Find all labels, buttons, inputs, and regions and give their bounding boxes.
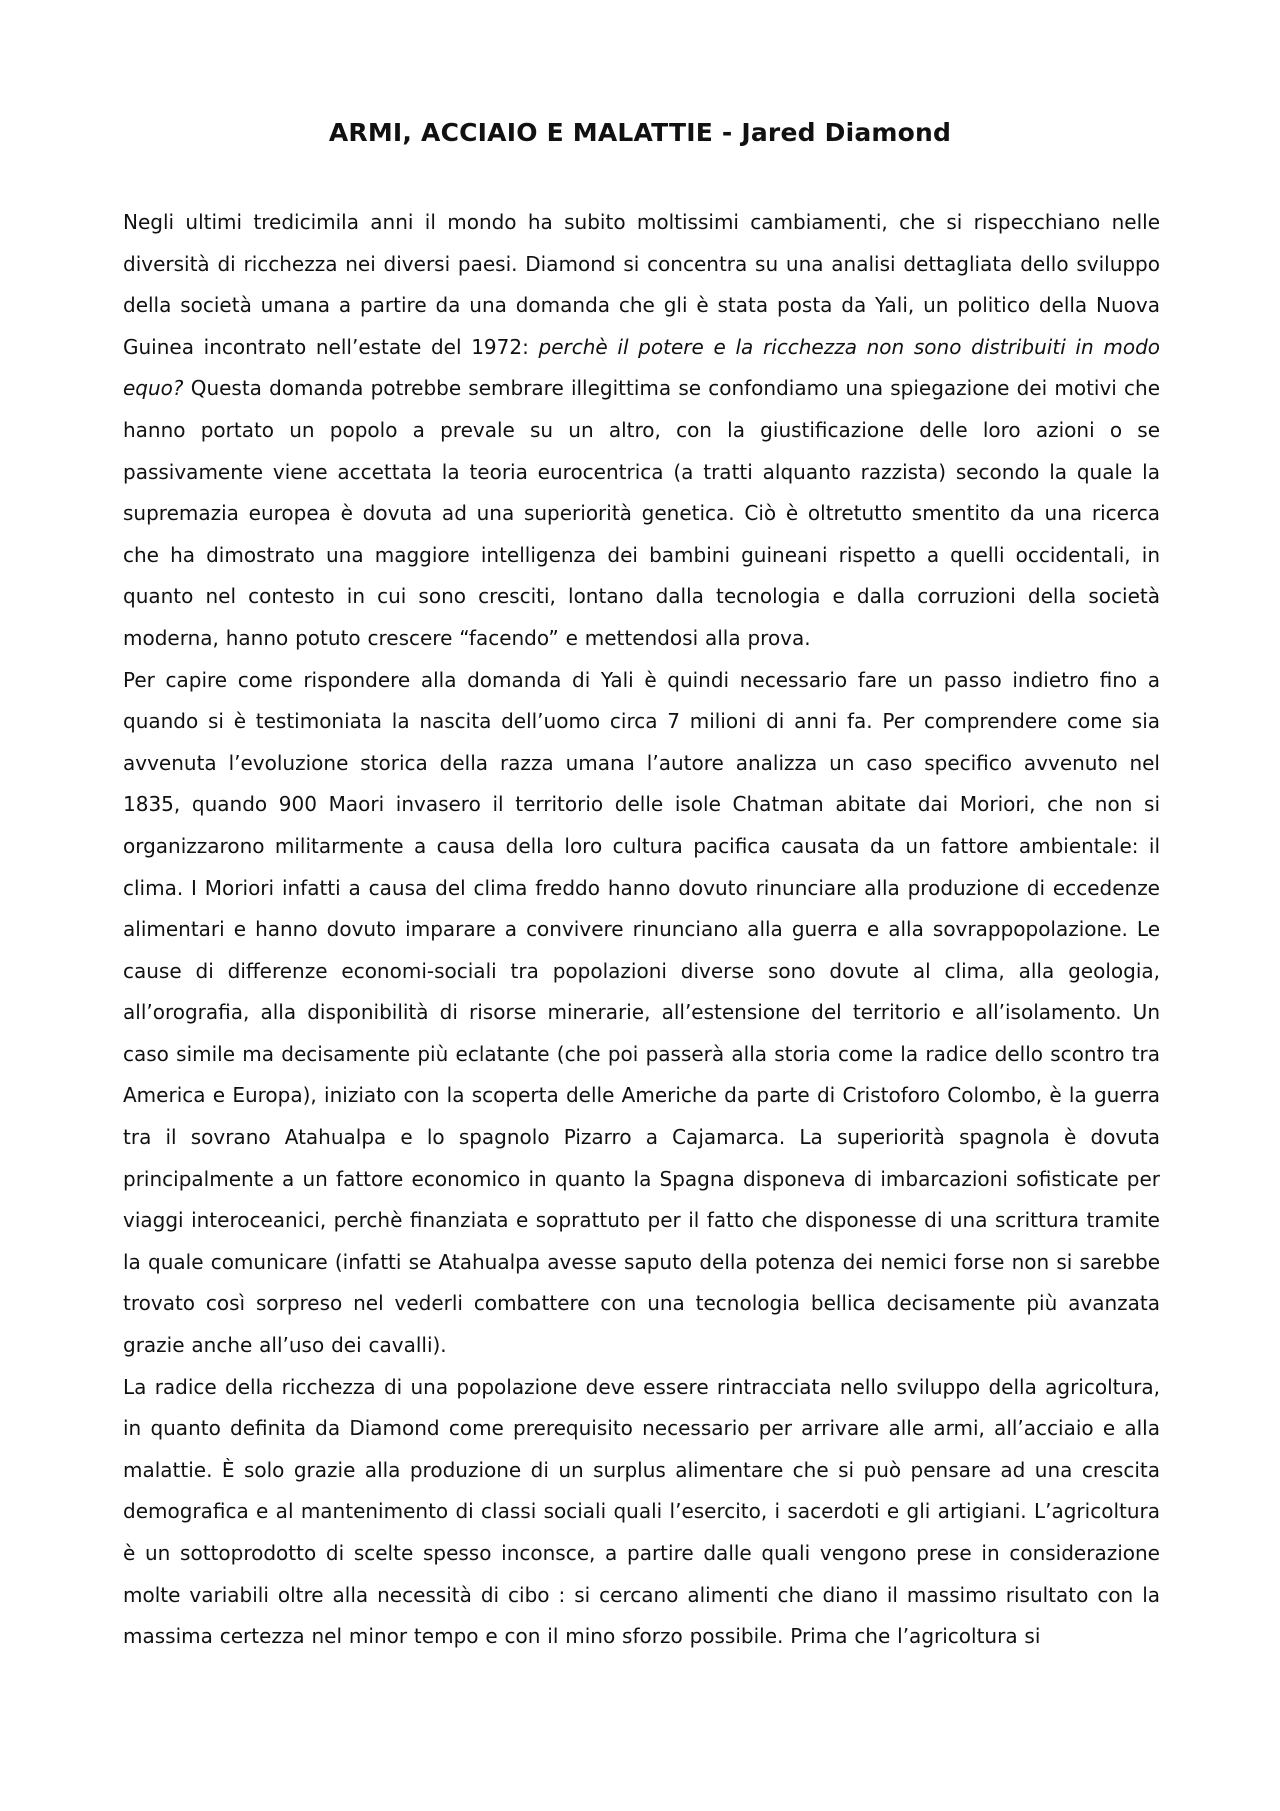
document-title: ARMI, ACCIAIO E MALATTIE - Jared Diamond [328, 118, 952, 147]
paragraph-1-italic-question: perchè il potere e la ricchezza non sono distribuiti in modo equo? [123, 334, 1160, 401]
paragraph-3: La radice della ricchezza di una popolazione deve essere rintracciata nello sviluppo della agricoltura, in quanto definita da Diamond come prerequisito necessario per arrivare alle armi, all’acciaio e alla malattie. È solo grazie alla produzione di un surplus alimentare che si può pensare ad una crescita demografica e al mantenimento di classi sociali quali l’esercito, i sacerdoti e gli artigiani. L’agricoltura è un sottoprodotto di scelte spesso inconsce, a partire dalle quali vengono prese in considerazione molte variabili oltre alla necessità di cibo : si cercano alimenti che diano il massimo risultato con la massima certezza nel minor tempo e con il mino sforzo possibile. Prima che l’agricoltura si [123, 1374, 1160, 1649]
paragraph-2: Per capire come rispondere alla domanda di Yali è quindi necessario fare un passo indietro fino a quando si è testimoniata la nascita dell’uomo circa 7 milioni di anni fa. Per comprendere come sia avvenuta l’evoluzione storica della razza umana l’autore analizza un caso specifico avvenuto nel 1835, quando 900 Maori invasero il territorio delle isole Chatman abitate dai Moriori, che non si organizzarono militarmente a causa della loro cultura pacifica causata da un fattore ambientale: il clima. I Moriori infatti a causa del clima freddo hanno dovuto rinunciare alla produzione di eccedenze alimentari e hanno dovuto imparare a convivere rinunciano alla guerra e alla sovrappopolazione. Le cause di differenze economi-sociali tra popolazioni diverse sono dovute al clima, alla geologia, all’orografia, alla disponibilità di risorse minerarie, all’estensione del territorio e all’isolamento. Un caso simile ma decisamente più eclatante (che poi passerà alla storia come la radice dello scontro tra America e Europa), iniziato con la scoperta delle Americhe da parte di Cristoforo Colombo, è la guerra tra il sovrano Atahualpa e lo spagnolo Pizarro a Cajamarca. La superiorità spagnola è dovuta principalmente a un fattore economico in quanto la Spagna disponeva di imbarcazioni sofisticate per viaggi interoceanici, perchè finanziata e soprattuto per il fatto che disponesse di una scrittura tramite la quale comunicare (infatti se Atahualpa avesse saputo della potenza dei nemici forse non si sarebbe trovato così sorpreso nel vederli combattere con una tecnologia bellica decisamente più avanzata grazie anche all’uso dei cavalli). [123, 667, 1160, 1358]
paragraph-1 [123, 202, 1160, 660]
document-body [123, 202, 1160, 1658]
paragraph-1-text-before: Negli ultimi tredicimila anni il mondo ha subito moltissimi cambiamenti, che si rispecchiano nelle diversità di ricchezza nei diversi paesi. Diamond si concentra su una analisi dettagliata dello sviluppo della società umana a partire da una domanda che gli è stata posta da Yali, un politico della Nuova Guinea incontrato nell’estate del 1972: [123, 210, 1160, 359]
paragraph-1-text-after: Questa domanda potrebbe sembrare illegittima se confondiamo una spiegazione dei motivi che hanno portato un popolo a prevale su un altro, con la giustificazione delle loro azioni o se passivamente viene accettata la teoria eurocentrica (a tratti alquanto razzista) secondo la quale la supremazia europea è dovuta ad una superiorità genetica. Ciò è oltretutto smentito da una ricerca che ha dimostrato una maggiore intelligenza dei bambini guineani rispetto a quelli occidentali, in quanto nel contesto in cui sono cresciti, lontano dalla tecnologia e dalla corruzioni della società moderna, hanno potuto crescere “facendo” e mettendosi alla prova. [123, 376, 1160, 650]
